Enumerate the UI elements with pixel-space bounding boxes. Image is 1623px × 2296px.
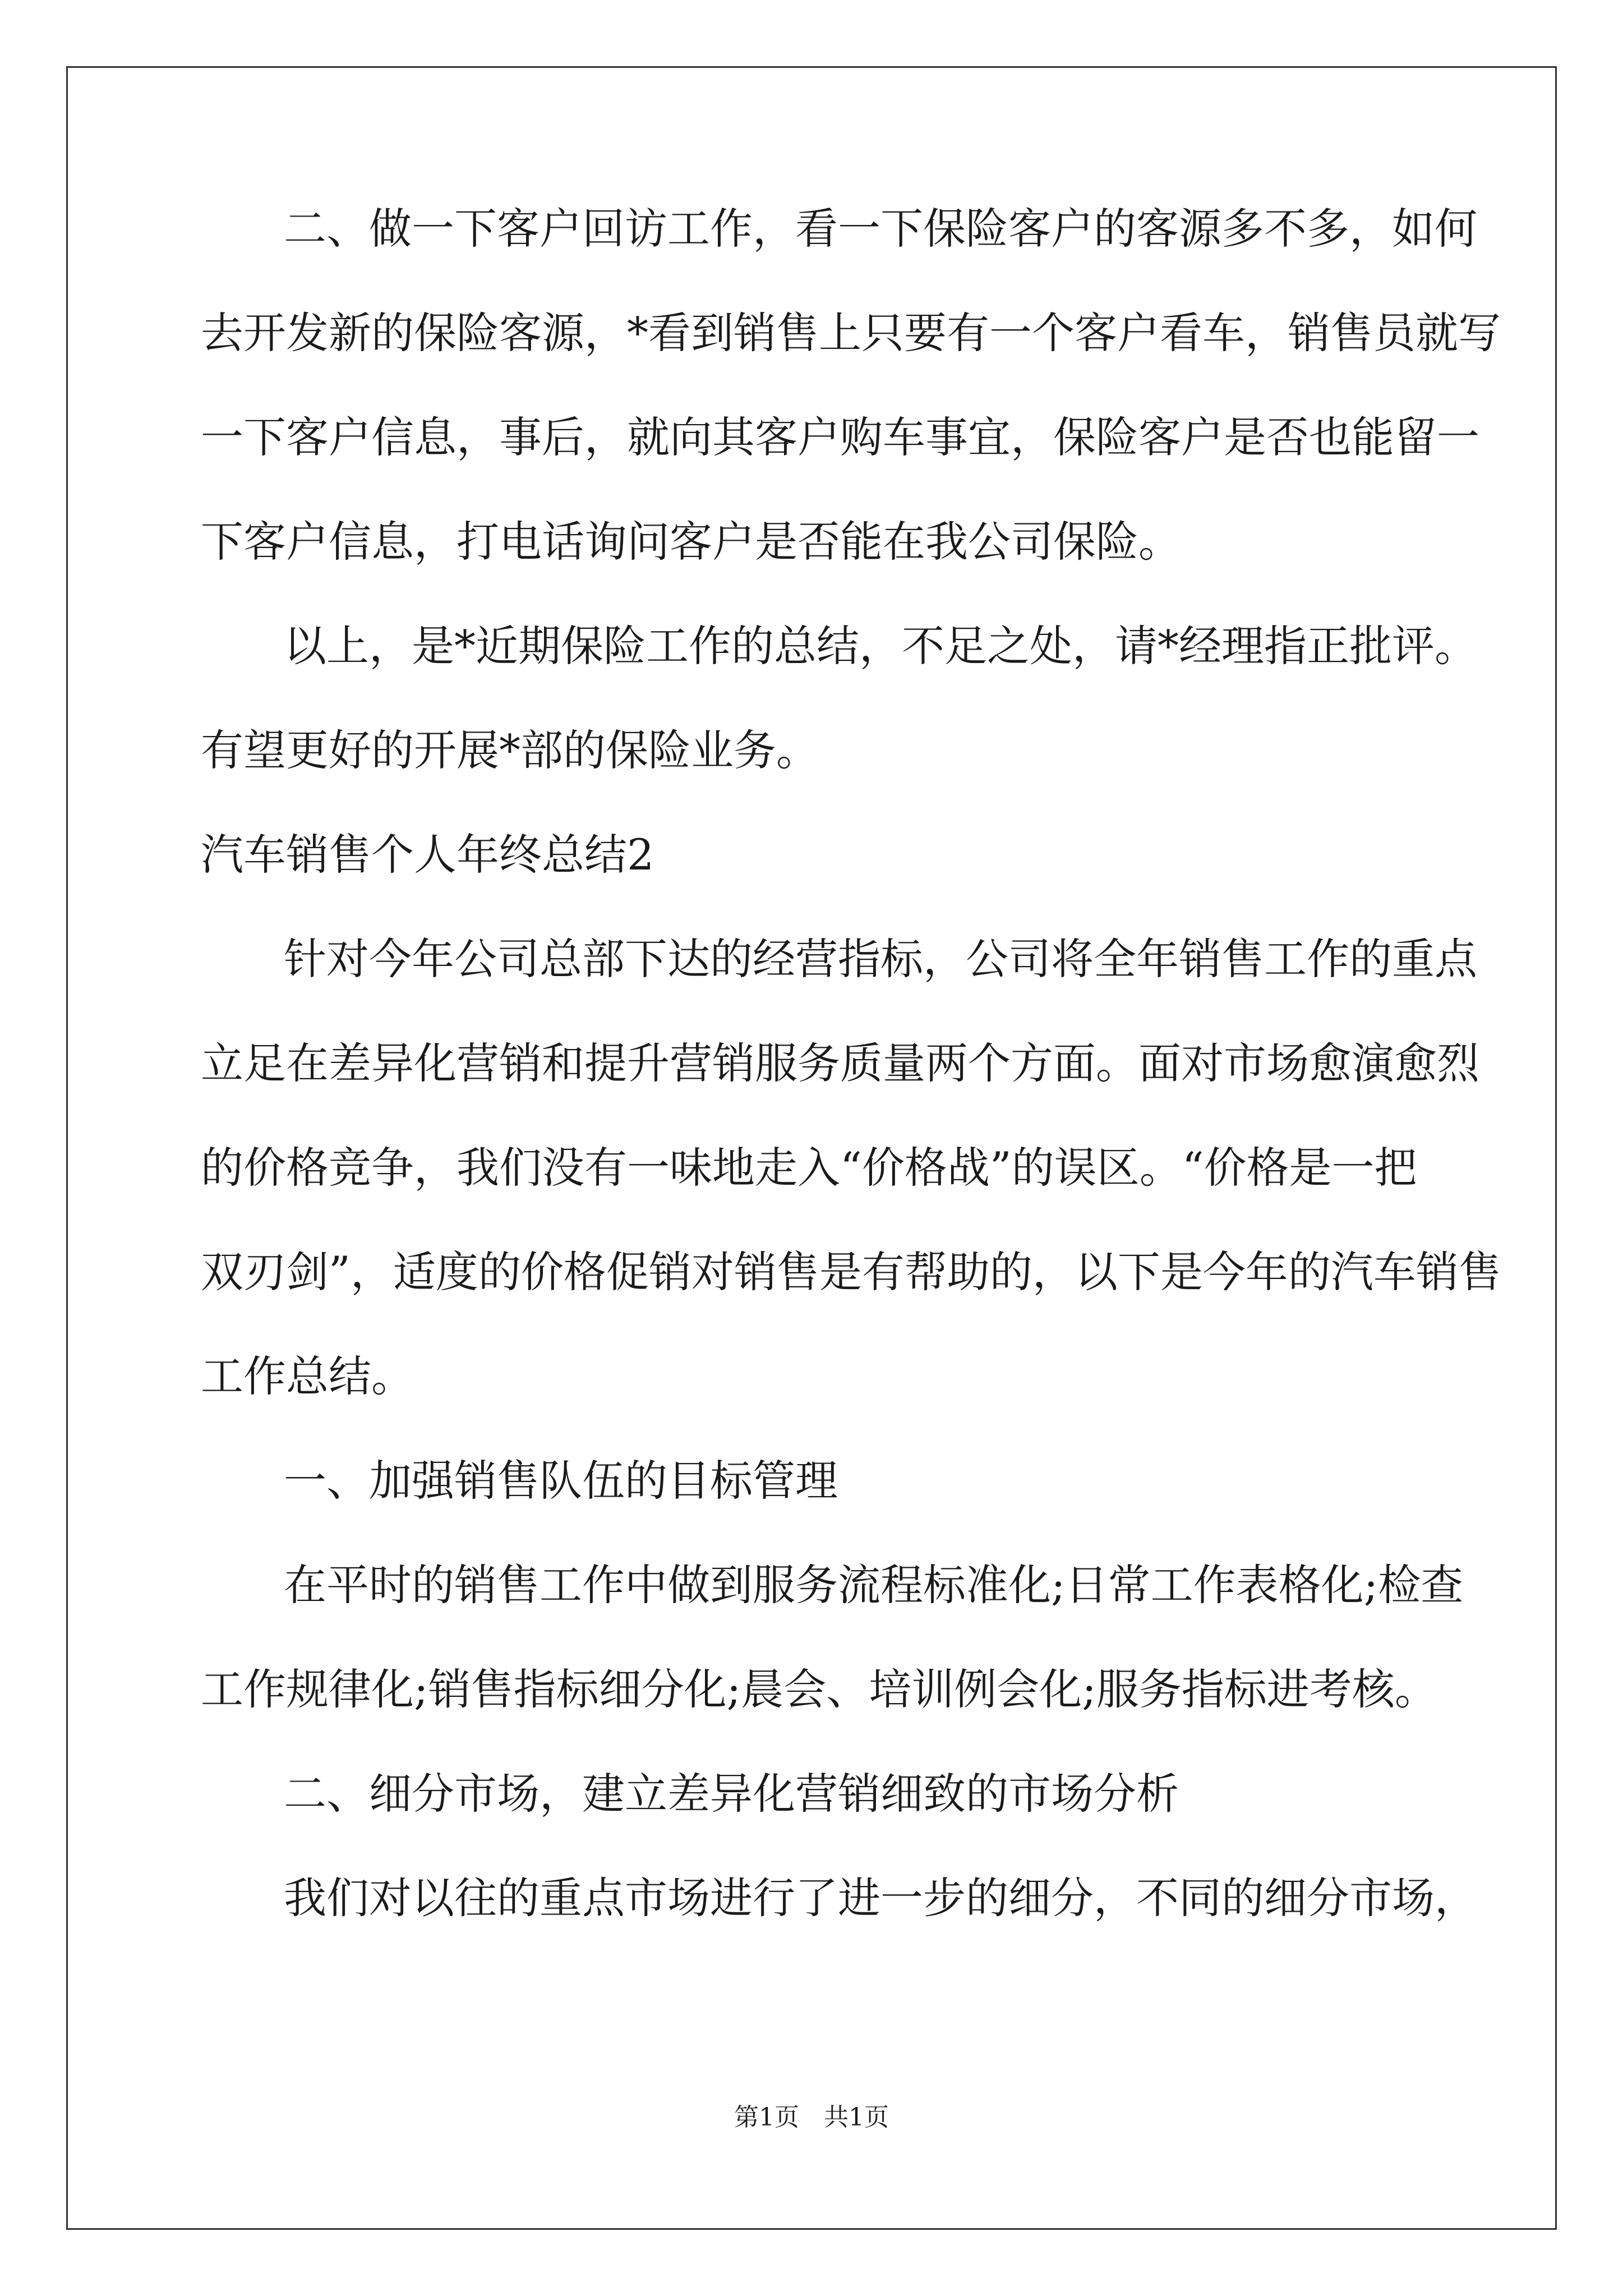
paragraph-line: 的价格竞争，我们没有一味地走入“价格战”的误区。“价格是一把	[201, 1143, 1417, 1193]
paragraph-line: 立足在差异化营销和提升营销服务质量两个方面。面对市场愈演愈烈	[201, 1038, 1479, 1088]
subheading-line: 一、加强销售队伍的目标管理	[284, 1456, 838, 1506]
paragraph-line: 工作规律化;销售指标细分化;晨会、培训例会化;服务指标进考核。	[201, 1664, 1437, 1714]
paragraph-line: 针对今年公司总部下达的经营指标，公司将全年销售工作的重点	[284, 934, 1477, 984]
paragraph-line: 去开发新的保险客源，*看到销售上只要有一个客户看车，销售员就写	[201, 308, 1501, 358]
paragraph-line: 一下客户信息，事后，就向其客户购车事宜，保险客户是否也能留一	[201, 412, 1479, 462]
paragraph-line: 工作总结。	[201, 1351, 414, 1401]
section-heading: 汽车销售个人年终总结2	[201, 830, 654, 880]
paragraph-line: 双刃剑”，适度的价格促销对销售是有帮助的，以下是今年的汽车销售	[201, 1247, 1501, 1297]
paragraph-line: 二、做一下客户回访工作，看一下保险客户的客源多不多，如何	[284, 204, 1477, 254]
paragraph-line: 在平时的销售工作中做到服务流程标准化;日常工作表格化;检查	[284, 1560, 1464, 1610]
paragraph-line: 有望更好的开展*部的保险业务。	[201, 725, 819, 775]
paragraph-line: 以上，是*近期保险工作的总结，不足之处，请*经理指正批评。	[284, 621, 1477, 671]
subheading-line: 二、细分市场，建立差异化营销细致的市场分析	[284, 1769, 1179, 1819]
paragraph-line: 我们对以往的重点市场进行了进一步的细分，不同的细分市场，	[284, 1873, 1477, 1923]
paragraph-line: 下客户信息，打电话询问客户是否能在我公司保险。	[201, 517, 1181, 567]
page-number-footer: 第1页 共1页	[734, 2103, 889, 2132]
